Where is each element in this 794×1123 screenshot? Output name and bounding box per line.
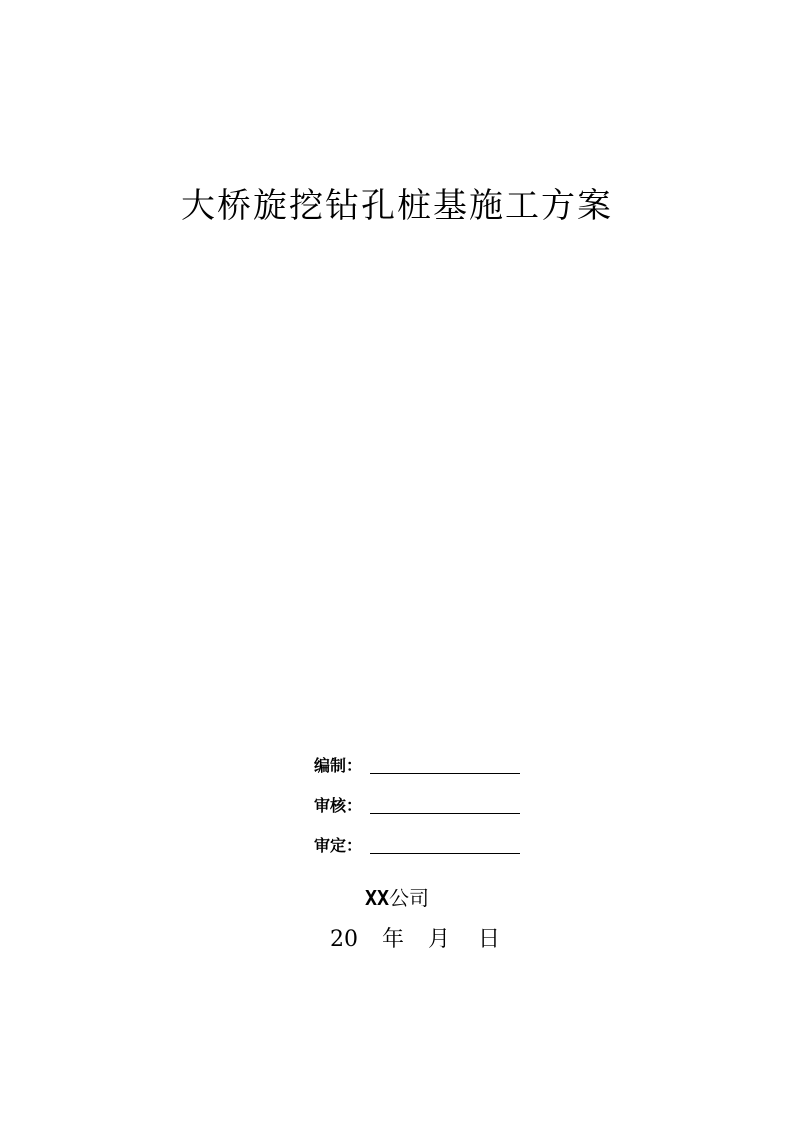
date-month-unit: 月 [428, 927, 451, 952]
sign-row-approved [314, 816, 534, 856]
prepared-by-label: 编制： [314, 756, 363, 775]
sign-row-reviewed [314, 776, 534, 816]
date-year-unit: 年 [382, 927, 405, 952]
date-year: 20 [330, 927, 358, 952]
signature-block [314, 736, 534, 856]
sign-row-prepared [314, 736, 534, 776]
company-suffix: 公司 [389, 886, 430, 910]
date-day-unit: 日 [478, 927, 501, 952]
reviewed-by-label: 审核： [314, 796, 363, 815]
prepared-by-line [370, 755, 520, 774]
company-prefix: XX [364, 886, 390, 910]
document-title: 大桥旋挖钻孔桩基施工方案 [181, 186, 613, 226]
company-name [0, 884, 794, 912]
approved-by-line [370, 835, 520, 854]
reviewed-by-line [370, 795, 520, 814]
approved-by-label: 审定： [314, 836, 363, 855]
